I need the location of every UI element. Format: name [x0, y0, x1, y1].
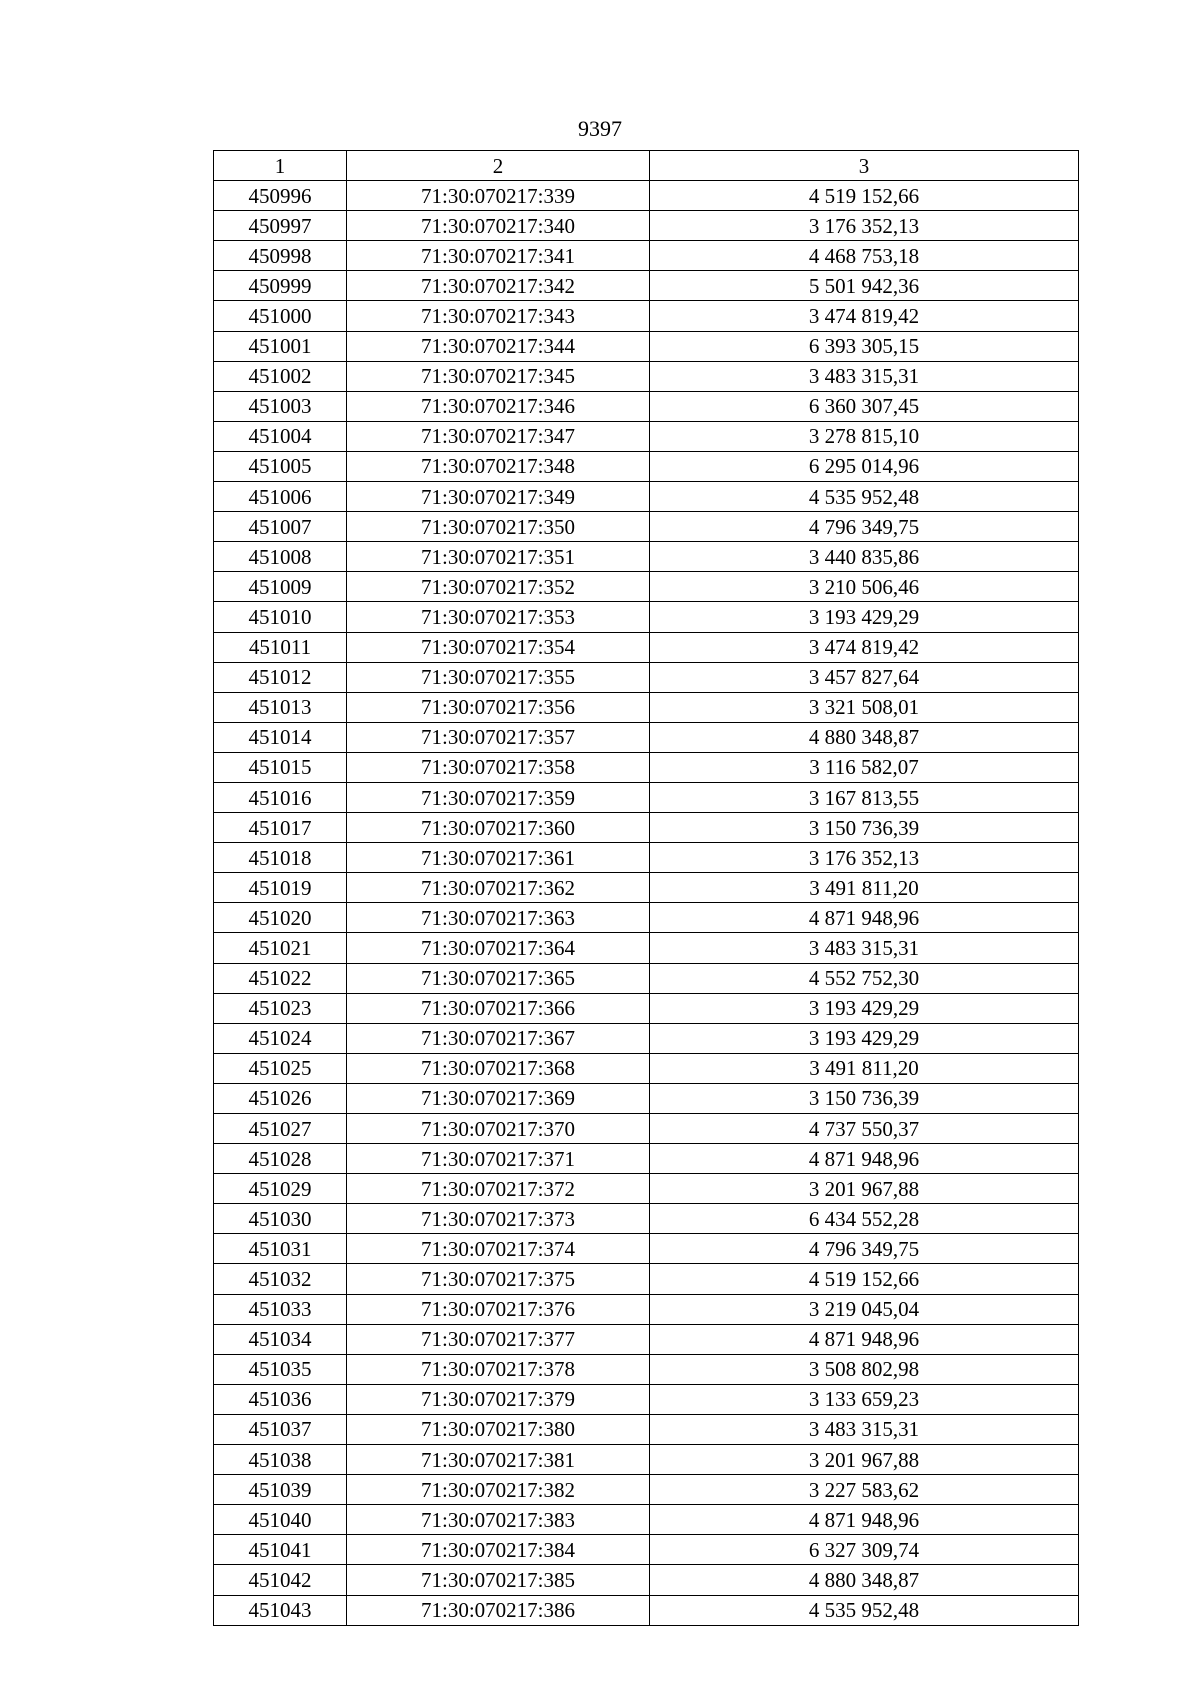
value-cell: 3 457 827,64 [650, 662, 1079, 692]
table-row [214, 963, 1079, 993]
table-body [214, 181, 1079, 1626]
value-cell: 3 193 429,29 [650, 1023, 1079, 1053]
cadastral-number-cell: 71:30:070217:371 [347, 1144, 650, 1174]
table-row [214, 1114, 1079, 1144]
value-cell: 3 176 352,13 [650, 843, 1079, 873]
cadastral-number-cell: 71:30:070217:379 [347, 1384, 650, 1414]
page-number: 9397 [578, 116, 622, 141]
table-row [214, 1204, 1079, 1234]
row-number-cell: 451039 [214, 1475, 347, 1505]
cadastral-number-cell: 71:30:070217:341 [347, 241, 650, 271]
value-cell: 4 535 952,48 [650, 1595, 1079, 1625]
table-row [214, 873, 1079, 903]
table-row [214, 692, 1079, 722]
cadastral-number-cell: 71:30:070217:383 [347, 1505, 650, 1535]
cadastral-number-cell: 71:30:070217:382 [347, 1475, 650, 1505]
table-row [214, 722, 1079, 752]
cadastral-number-cell: 71:30:070217:362 [347, 873, 650, 903]
table-row [214, 572, 1079, 602]
table-row [214, 1595, 1079, 1625]
cadastral-number-cell: 71:30:070217:358 [347, 752, 650, 782]
row-number-cell: 451012 [214, 662, 347, 692]
cadastral-number-cell: 71:30:070217:363 [347, 903, 650, 933]
cadastral-number-cell: 71:30:070217:339 [347, 181, 650, 211]
table-row [214, 1565, 1079, 1595]
value-cell: 4 468 753,18 [650, 241, 1079, 271]
cadastral-number-cell: 71:30:070217:349 [347, 482, 650, 512]
table-row [214, 1384, 1079, 1414]
row-number-cell: 451017 [214, 813, 347, 843]
table-row [214, 331, 1079, 361]
cadastral-number-cell: 71:30:070217:378 [347, 1354, 650, 1384]
cadastral-number-cell: 71:30:070217:354 [347, 632, 650, 662]
value-cell: 3 193 429,29 [650, 993, 1079, 1023]
row-number-cell: 451037 [214, 1414, 347, 1444]
value-cell: 6 295 014,96 [650, 451, 1079, 481]
value-cell: 3 193 429,29 [650, 602, 1079, 632]
table-row [214, 211, 1079, 241]
row-number-cell: 451002 [214, 361, 347, 391]
row-number-cell: 451024 [214, 1023, 347, 1053]
value-cell: 3 321 508,01 [650, 692, 1079, 722]
value-cell: 4 871 948,96 [650, 1505, 1079, 1535]
table-row [214, 542, 1079, 572]
row-number-cell: 451025 [214, 1053, 347, 1083]
cadastral-number-cell: 71:30:070217:370 [347, 1114, 650, 1144]
cadastral-number-cell: 71:30:070217:368 [347, 1053, 650, 1083]
row-number-cell: 451013 [214, 692, 347, 722]
table-row [214, 782, 1079, 812]
table-row [214, 1023, 1079, 1053]
value-cell: 4 796 349,75 [650, 512, 1079, 542]
table-row [214, 1144, 1079, 1174]
table-row [214, 301, 1079, 331]
value-cell: 3 474 819,42 [650, 301, 1079, 331]
column-header-3: 3 [650, 151, 1079, 181]
row-number-cell: 451006 [214, 482, 347, 512]
row-number-cell: 451010 [214, 602, 347, 632]
cadastral-number-cell: 71:30:070217:386 [347, 1595, 650, 1625]
row-number-cell: 450996 [214, 181, 347, 211]
value-cell: 3 278 815,10 [650, 421, 1079, 451]
row-number-cell: 451028 [214, 1144, 347, 1174]
row-number-cell: 451042 [214, 1565, 347, 1595]
row-number-cell: 451026 [214, 1083, 347, 1113]
table-row [214, 1174, 1079, 1204]
row-number-cell: 451022 [214, 963, 347, 993]
value-cell: 4 737 550,37 [650, 1114, 1079, 1144]
cadastral-number-cell: 71:30:070217:340 [347, 211, 650, 241]
table-row [214, 602, 1079, 632]
row-number-cell: 451004 [214, 421, 347, 451]
table-row [214, 361, 1079, 391]
value-cell: 4 871 948,96 [650, 1324, 1079, 1354]
value-cell: 4 519 152,66 [650, 181, 1079, 211]
row-number-cell: 451029 [214, 1174, 347, 1204]
table-row [214, 1535, 1079, 1565]
cadastral-number-cell: 71:30:070217:348 [347, 451, 650, 481]
row-number-cell: 451003 [214, 391, 347, 421]
value-cell: 4 796 349,75 [650, 1234, 1079, 1264]
row-number-cell: 451038 [214, 1445, 347, 1475]
cadastral-number-cell: 71:30:070217:374 [347, 1234, 650, 1264]
value-cell: 3 201 967,88 [650, 1445, 1079, 1475]
table-row [214, 482, 1079, 512]
value-cell: 3 116 582,07 [650, 752, 1079, 782]
value-cell: 3 483 315,31 [650, 1414, 1079, 1444]
cadastral-number-cell: 71:30:070217:360 [347, 813, 650, 843]
row-number-cell: 451043 [214, 1595, 347, 1625]
value-cell: 3 150 736,39 [650, 813, 1079, 843]
cadastral-number-cell: 71:30:070217:356 [347, 692, 650, 722]
cadastral-number-cell: 71:30:070217:353 [347, 602, 650, 632]
table-row [214, 1234, 1079, 1264]
value-cell: 4 880 348,87 [650, 1565, 1079, 1595]
row-number-cell: 451032 [214, 1264, 347, 1294]
table-row [214, 512, 1079, 542]
row-number-cell: 451014 [214, 722, 347, 752]
value-cell: 3 133 659,23 [650, 1384, 1079, 1414]
table-row [214, 1083, 1079, 1113]
table-row [214, 271, 1079, 301]
value-cell: 3 483 315,31 [650, 933, 1079, 963]
value-cell: 5 501 942,36 [650, 271, 1079, 301]
value-cell: 3 491 811,20 [650, 1053, 1079, 1083]
row-number-cell: 451041 [214, 1535, 347, 1565]
cadastral-number-cell: 71:30:070217:347 [347, 421, 650, 451]
column-header-1: 1 [214, 151, 347, 181]
table-row [214, 903, 1079, 933]
cadastral-number-cell: 71:30:070217:359 [347, 782, 650, 812]
table-row [214, 813, 1079, 843]
value-cell: 3 474 819,42 [650, 632, 1079, 662]
cadastral-number-cell: 71:30:070217:343 [347, 301, 650, 331]
row-number-cell: 451019 [214, 873, 347, 903]
row-number-cell: 451020 [214, 903, 347, 933]
table-row [214, 993, 1079, 1023]
table-row [214, 662, 1079, 692]
cadastral-number-cell: 71:30:070217:365 [347, 963, 650, 993]
table-row [214, 1264, 1079, 1294]
value-cell: 3 201 967,88 [650, 1174, 1079, 1204]
table-row [214, 451, 1079, 481]
table-row [214, 181, 1079, 211]
cadastral-number-cell: 71:30:070217:384 [347, 1535, 650, 1565]
value-cell: 6 360 307,45 [650, 391, 1079, 421]
cadastral-number-cell: 71:30:070217:372 [347, 1174, 650, 1204]
value-cell: 6 393 305,15 [650, 331, 1079, 361]
table-row [214, 843, 1079, 873]
cadastral-number-cell: 71:30:070217:346 [347, 391, 650, 421]
value-cell: 4 552 752,30 [650, 963, 1079, 993]
cadastral-number-cell: 71:30:070217:367 [347, 1023, 650, 1053]
table-row [214, 1414, 1079, 1444]
cadastral-number-cell: 71:30:070217:342 [347, 271, 650, 301]
value-cell: 3 227 583,62 [650, 1475, 1079, 1505]
table-row [214, 1505, 1079, 1535]
header-row [214, 151, 1079, 181]
value-cell: 3 483 315,31 [650, 361, 1079, 391]
cadastral-number-cell: 71:30:070217:376 [347, 1294, 650, 1324]
cadastral-number-cell: 71:30:070217:366 [347, 993, 650, 1023]
cadastral-number-cell: 71:30:070217:350 [347, 512, 650, 542]
table-row [214, 752, 1079, 782]
row-number-cell: 451030 [214, 1204, 347, 1234]
row-number-cell: 451005 [214, 451, 347, 481]
row-number-cell: 451031 [214, 1234, 347, 1264]
row-number-cell: 451036 [214, 1384, 347, 1414]
value-cell: 4 871 948,96 [650, 1144, 1079, 1174]
cadastral-number-cell: 71:30:070217:361 [347, 843, 650, 873]
value-cell: 6 327 309,74 [650, 1535, 1079, 1565]
row-number-cell: 451040 [214, 1505, 347, 1535]
value-cell: 4 871 948,96 [650, 903, 1079, 933]
table-row [214, 421, 1079, 451]
value-cell: 4 535 952,48 [650, 482, 1079, 512]
value-cell: 3 491 811,20 [650, 873, 1079, 903]
cadastral-number-cell: 71:30:070217:357 [347, 722, 650, 752]
cadastral-number-cell: 71:30:070217:345 [347, 361, 650, 391]
cadastral-number-cell: 71:30:070217:385 [347, 1565, 650, 1595]
table-row [214, 1475, 1079, 1505]
row-number-cell: 450998 [214, 241, 347, 271]
table-row [214, 632, 1079, 662]
cadastral-number-cell: 71:30:070217:352 [347, 572, 650, 602]
value-cell: 3 219 045,04 [650, 1294, 1079, 1324]
table-row [214, 933, 1079, 963]
cadastral-number-cell: 71:30:070217:373 [347, 1204, 650, 1234]
row-number-cell: 451018 [214, 843, 347, 873]
row-number-cell: 451000 [214, 301, 347, 331]
row-number-cell: 451034 [214, 1324, 347, 1354]
row-number-cell: 451007 [214, 512, 347, 542]
value-cell: 3 167 813,55 [650, 782, 1079, 812]
row-number-cell: 451016 [214, 782, 347, 812]
cadastral-number-cell: 71:30:070217:369 [347, 1083, 650, 1113]
cadastral-number-cell: 71:30:070217:377 [347, 1324, 650, 1354]
table-row [214, 1445, 1079, 1475]
cadastral-number-cell: 71:30:070217:381 [347, 1445, 650, 1475]
row-number-cell: 450999 [214, 271, 347, 301]
row-number-cell: 451021 [214, 933, 347, 963]
table-row [214, 1294, 1079, 1324]
row-number-cell: 451001 [214, 331, 347, 361]
data-table [213, 150, 1079, 1626]
cadastral-number-cell: 71:30:070217:355 [347, 662, 650, 692]
cadastral-number-cell: 71:30:070217:351 [347, 542, 650, 572]
row-number-cell: 451009 [214, 572, 347, 602]
row-number-cell: 451033 [214, 1294, 347, 1324]
row-number-cell: 451008 [214, 542, 347, 572]
cadastral-number-cell: 71:30:070217:375 [347, 1264, 650, 1294]
value-cell: 3 508 802,98 [650, 1354, 1079, 1384]
row-number-cell: 451035 [214, 1354, 347, 1384]
table-row [214, 1354, 1079, 1384]
value-cell: 3 210 506,46 [650, 572, 1079, 602]
table-row [214, 391, 1079, 421]
table-row [214, 241, 1079, 271]
value-cell: 3 150 736,39 [650, 1083, 1079, 1113]
cadastral-number-cell: 71:30:070217:364 [347, 933, 650, 963]
value-cell: 3 176 352,13 [650, 211, 1079, 241]
table-row [214, 1324, 1079, 1354]
row-number-cell: 451011 [214, 632, 347, 662]
value-cell: 3 440 835,86 [650, 542, 1079, 572]
value-cell: 4 519 152,66 [650, 1264, 1079, 1294]
cadastral-number-cell: 71:30:070217:380 [347, 1414, 650, 1444]
row-number-cell: 451015 [214, 752, 347, 782]
cadastral-number-cell: 71:30:070217:344 [347, 331, 650, 361]
value-cell: 6 434 552,28 [650, 1204, 1079, 1234]
value-cell: 4 880 348,87 [650, 722, 1079, 752]
row-number-cell: 451027 [214, 1114, 347, 1144]
column-header-2: 2 [347, 151, 650, 181]
table-row [214, 1053, 1079, 1083]
row-number-cell: 450997 [214, 211, 347, 241]
row-number-cell: 451023 [214, 993, 347, 1023]
